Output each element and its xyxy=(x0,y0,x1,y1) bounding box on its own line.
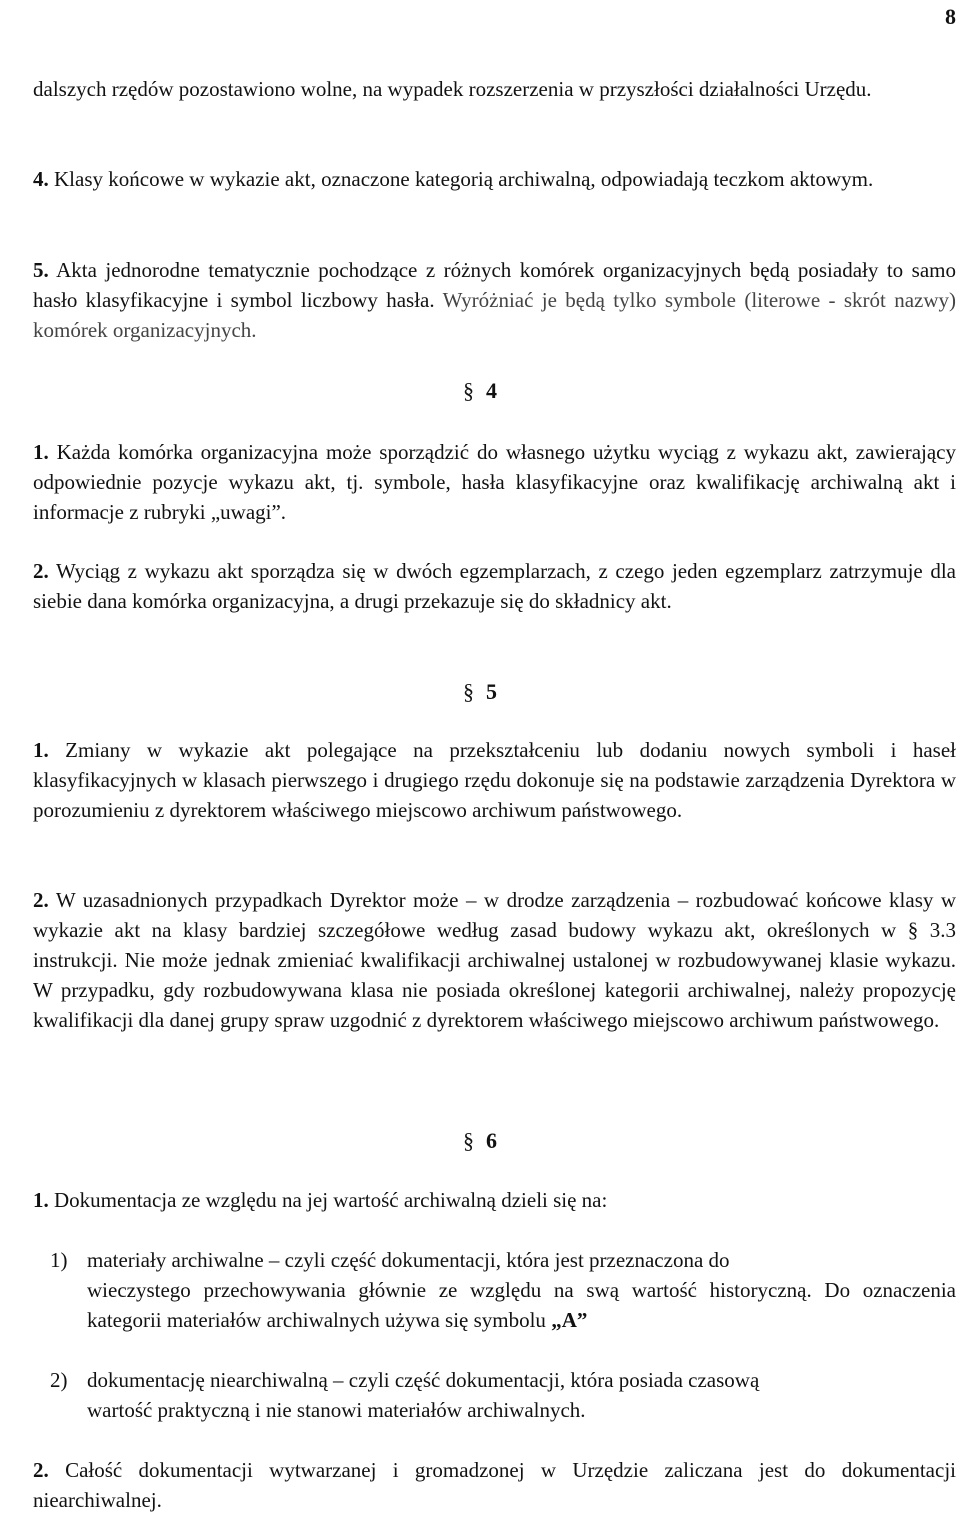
section-5-paragraph-1 xyxy=(33,735,956,825)
page-number: 8 xyxy=(945,4,956,29)
section-4-paragraph-2 xyxy=(33,556,956,616)
list-item-text: materiały archiwalne – czyli część dokumentacji, która jest przeznaczona do xyxy=(87,1248,730,1272)
paragraph-text: Dokumentacja ze względu na jej wartość archiwalną dzieli się na: xyxy=(54,1188,608,1212)
paragraph-text: Klasy końcowe w wykazie akt, oznaczone kategorią archiwalną, odpowiadają teczkom aktowym. xyxy=(54,167,874,191)
paragraph-4 xyxy=(33,164,956,194)
paragraph-number: 1. xyxy=(33,1188,49,1212)
list-item-1 xyxy=(50,1245,956,1335)
section-symbol: § xyxy=(463,1128,474,1153)
paragraph-5 xyxy=(33,255,956,345)
paragraph-continuation xyxy=(33,74,956,104)
paragraph-number: 4. xyxy=(33,167,49,191)
section-heading-5 xyxy=(0,679,960,705)
paragraph-number: 1. xyxy=(33,738,49,762)
paragraph-number: 5. xyxy=(33,258,49,282)
section-symbol: § xyxy=(463,378,474,403)
section-symbol: § xyxy=(463,679,474,704)
section-6-paragraph-2 xyxy=(33,1455,956,1515)
paragraph-text: Całość dokumentacji wytwarzanej i gromadzonej w Urzędzie zaliczana jest do dokumentacji niearchiwalnej. xyxy=(33,1458,956,1512)
paragraph-number: 2. xyxy=(33,888,49,912)
paragraph-text: Zmiany w wykazie akt polegające na przekształceniu lub dodaniu nowych symboli i haseł klasyfikacyjnych w klasach pierwszego i drugiego rzędu dokonuje się na podstawie zarządzenia Dyrektora w porozumieniu z dyrektorem właściwego miejscowo archiwum państwowego. xyxy=(33,738,956,822)
section-heading-4 xyxy=(0,378,960,404)
paragraph-text: Akta jednorodne tematycznie pochodzące z różnych komórek organizacyjnych będą posiadały to samo hasło klasyfikacyjne i symbol liczbowy hasła. xyxy=(33,258,956,312)
list-item-continuation-text: wieczystego przechowywania głównie ze względu na swą wartość historyczną. Do oznaczenia kategorii materiałów archiwalnych używa się symbolu xyxy=(87,1278,956,1332)
paragraph-text-secondary: Wyróżniać je będą tylko symbole (literowe - skrót nazwy) komórek organizacyjnych. xyxy=(33,288,956,342)
paragraph-text: Wyciąg z wykazu akt sporządza się w dwóch egzemplarzach, z czego jeden egzemplarz zatrzymuje dla siebie dana komórka organizacyjna, a drugi przekazuje się do składnicy akt. xyxy=(33,559,956,613)
paragraph-text: dalszych rzędów pozostawiono wolne, na wypadek rozszerzenia w przyszłości działalności Urzędu. xyxy=(33,77,872,101)
section-5-paragraph-2 xyxy=(33,885,956,1035)
list-item-continuation: wartość praktyczną i nie stanowi materiałów archiwalnych. xyxy=(87,1398,586,1422)
section-6-paragraph-1 xyxy=(33,1185,956,1215)
section-number: 5 xyxy=(486,679,497,704)
paragraph-number: 1. xyxy=(33,440,49,464)
category-symbol: „A” xyxy=(551,1308,588,1332)
list-item-number: 2) xyxy=(50,1368,68,1392)
list-item-text: dokumentację niearchiwalną – czyli część dokumentacji, która posiada czasową xyxy=(87,1368,760,1392)
section-number: 4 xyxy=(486,378,497,403)
list-item-number: 1) xyxy=(50,1248,68,1272)
list-item-continuation xyxy=(50,1275,956,1335)
paragraph-number: 2. xyxy=(33,1458,49,1482)
paragraph-number: 2. xyxy=(33,559,49,583)
section-heading-6 xyxy=(0,1128,960,1154)
section-4-paragraph-1 xyxy=(33,437,956,527)
paragraph-text: Każda komórka organizacyjna może sporządzić do własnego użytku wyciąg z wykazu akt, zawierający odpowiednie pozycje wykazu akt, tj. symbole, hasła klasyfikacyjne oraz kwalifikację archiwalną akt i informacje z rubryki „uwagi”. xyxy=(33,440,957,524)
section-number: 6 xyxy=(486,1128,497,1153)
list-item-2 xyxy=(50,1365,956,1425)
paragraph-text: W uzasadnionych przypadkach Dyrektor może – w drodze zarządzenia – rozbudować końcowe klasy w wykazie akt na klasy bardziej szczegółowe według zasad budowy wykazu akt, określonych w § 3.3 instrukcji. Nie może jednak zmieniać kwalifikacji archiwalnej ustalonej w rozbudowywanej klasie wykazu. W przypadku, gdy rozbudowywana klasa nie posiada określonej kategorii archiwalnej, należy propozycję kwalifikacji dla danej grupy spraw uzgodnić z dyrektorem właściwego miejscowo archiwum państwowego. xyxy=(33,888,956,1032)
